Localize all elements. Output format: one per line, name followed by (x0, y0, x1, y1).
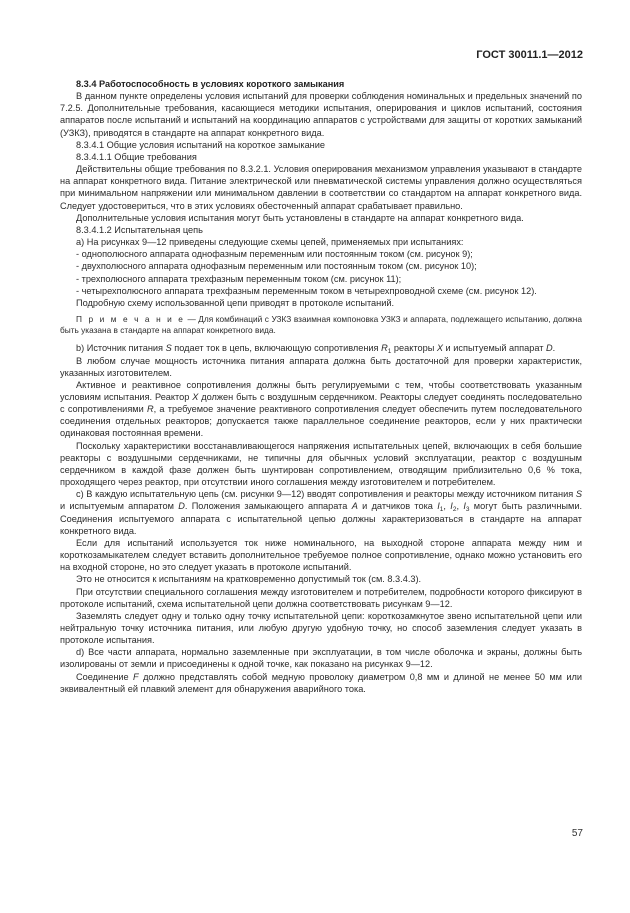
paragraph: Это не относится к испытаниям на кратковременно допустимый ток (см. 8.3.4.3). (76, 574, 422, 585)
symbol: X (436, 343, 443, 354)
paragraph (60, 671, 582, 695)
paragraph: Если для испытаний используется ток ниже номинального, на выходной стороне аппарата между ним и короткозамыкателем следует вставить дополнительное требуемое полное сопротивление, однако можно установить его на входной стороне, но это следует указать в протоколе испытаний. (60, 537, 582, 573)
symbol: D (546, 343, 553, 354)
text-run: должно представлять собой медную проволоку диаметром 0,8 мм и длиной не менее 50 мм или эквивалентный ей плавкий элемент для обнаружения аварийного тока. (60, 671, 582, 694)
text-run: с) В каждую испытательную цепь (см. рисунки 9—12) вводят сопротивления и реакторы между источником питания (76, 489, 576, 500)
paragraph: Дополнительные условия испытания могут быть установлены в стандарте на аппарат конкретного вида. (76, 212, 524, 223)
text-run: и датчиков тока (357, 501, 438, 512)
text-run: реакторы (391, 343, 437, 354)
list-item: - двухполюсного аппарата однофазным переменным или постоянным током (см. рисунок 10); (76, 261, 477, 272)
text-run: могут быть различными. Соединения испытуемого аппарата с испытательной цепью должны характеризоваться в стандарте на аппарат конкретного вида. (60, 501, 583, 536)
text-run: , а требуемое значение реактивного сопротивления следует обеспечить путем последовательного соединения отдельных реакторов; допускается также параллельное соединение реакторов, если у них практически одинаковая постоянная времени. (60, 404, 582, 439)
subscript: 2 (452, 506, 457, 514)
note-label: П р и м е ч а н и е (76, 313, 185, 324)
symbol: I (450, 501, 453, 512)
subsection-heading: 8.3.4.1.2 Испытательная цепь (76, 224, 203, 235)
subsection-heading: 8.3.4.1.1 Общие требования (76, 151, 197, 162)
symbol: R (146, 404, 154, 415)
paragraph: Действительны общие требования по 8.3.2.1. Условия оперирования механизмом управления указывают в стандарте на аппарат конкретного вида. Питание электрической или пневматической системы управления должно осуществляться при минимальном напряжении или минимальном давлении в соответствии со стандартом на аппарат конкретного вида. Следует удостовериться, что в этих условиях обесточенный аппарат срабатывает правильно. (60, 164, 582, 211)
symbol: S (575, 489, 582, 500)
symbol: D (178, 501, 185, 512)
standard-header: ГОСТ 30011.1—2012 (476, 49, 583, 61)
text-run: должен быть с воздушным сердечником. Реакторы следует соединять последовательно с сопротивлениями (60, 392, 583, 415)
text-run: , (443, 501, 451, 512)
subsection-heading: 8.3.4.1 Общие условия испытаний на короткое замыкание (76, 139, 325, 150)
paragraph: Заземлять следует одну и только одну точку испытательной цепи: короткозамкнутое звено испытательной цепи или нейтральную точку источника питания, или любую другую удобную точку, но способ заземления следует указать в протоколе испытания. (60, 610, 582, 646)
note (60, 314, 582, 336)
paragraph (60, 342, 582, 354)
section-heading: 8.3.4 Работоспособность в условиях короткого замыкания (76, 79, 345, 89)
text-run: Активное и реактивное сопротивления должны быть регулируемыми с тем, чтобы соответствовать указанным условиям испытания. Реактор (60, 379, 582, 402)
text-run: и испытуемым аппаратом (60, 501, 179, 512)
list-item: - четырехполюсного аппарата трехфазным переменным током в четырехпроводной схеме (см. рисунок 12). (76, 285, 537, 296)
paragraph: В любом случае мощность источника питания аппарата должна быть достаточной для проверки характеристик, указанных изготовителем. (60, 355, 582, 378)
text-run: и испытуемый аппарат (443, 343, 547, 354)
symbol: I (463, 501, 466, 512)
paragraph: Поскольку характеристики восстанавливающегося напряжения испытательных цепей, включающих в себя большие реакторы с воздушными сердечниками, не типичны для обычных условий эксплуатации, реактор с воздушным сердечником в каждой фазе должен быть шунтирован сопротивлением, отводящим приблизительно 0,6 % тока, проходящего через реактор, при отсутствии иного соглашения между изготовителем и потребителем. (60, 440, 582, 488)
page-body (60, 78, 582, 695)
paragraph: Подробную схему использованной цепи приводят в протоколе испытаний. (76, 297, 395, 308)
page-number: 57 (571, 828, 583, 839)
text-run: Соединение (76, 671, 134, 682)
paragraph (60, 379, 582, 440)
list-item: - трехполюсного аппарата трехфазным переменным током (см. рисунок 11); (76, 273, 402, 284)
subscript: 1 (387, 348, 392, 356)
subscript: 1 (439, 506, 444, 514)
symbol: F (133, 671, 139, 682)
paragraph: а) На рисунках 9—12 приведены следующие схемы цепей, применяемых при испытаниях: (76, 237, 464, 248)
symbol: I (437, 501, 440, 512)
list-item: - однополюсного аппарата однофазным переменным или постоянным током (см. рисунок 9); (76, 249, 473, 260)
subscript: 3 (465, 506, 470, 514)
paragraph: d) Все части аппарата, нормально заземленные при эксплуатации, в том числе оболочка и экраны, должны быть изолированы от земли и присоединены к одной точке, как показано на рисунках 9—12. (60, 647, 582, 670)
symbol: A (351, 501, 358, 512)
text-run: подает ток в цепь, включающую сопротивления (171, 343, 382, 354)
text-run: b) Источник питания (76, 343, 166, 354)
paragraph: В данном пункте определены условия испытаний для проверки соблюдения номинальных и предельных значений по 7.2.5. Дополнительные требования, касающиеся методики испытания, оперирования и циклов испытаний, состояния аппаратов после испытаний и испытаний на координацию аппаратов с устройствами для защиты от коротких замыканий (УЗКЗ), приводятся в стандарте на аппарат конкретного вида. (60, 91, 582, 138)
paragraph (60, 488, 582, 537)
text-run: . (552, 343, 556, 354)
symbol: R (381, 343, 388, 354)
paragraph: При отсутствии специального соглашения между изготовителем и потребителем, подробности которого фиксируют в протоколе испытаний, схема испытательной цепи должна соответствовать рисункам 9—12. (60, 586, 582, 609)
text-run: , (456, 501, 464, 512)
symbol: S (165, 343, 172, 354)
note-text: — Для комбинаций с УЗКЗ взаимная компоновка УЗКЗ и аппарата, подлежащего испытанию, должна быть указана в стандарте на аппарат конкретного вида. (60, 313, 582, 336)
text-run: . Положения замыкающего аппарата (184, 501, 352, 512)
symbol: X (192, 392, 199, 402)
